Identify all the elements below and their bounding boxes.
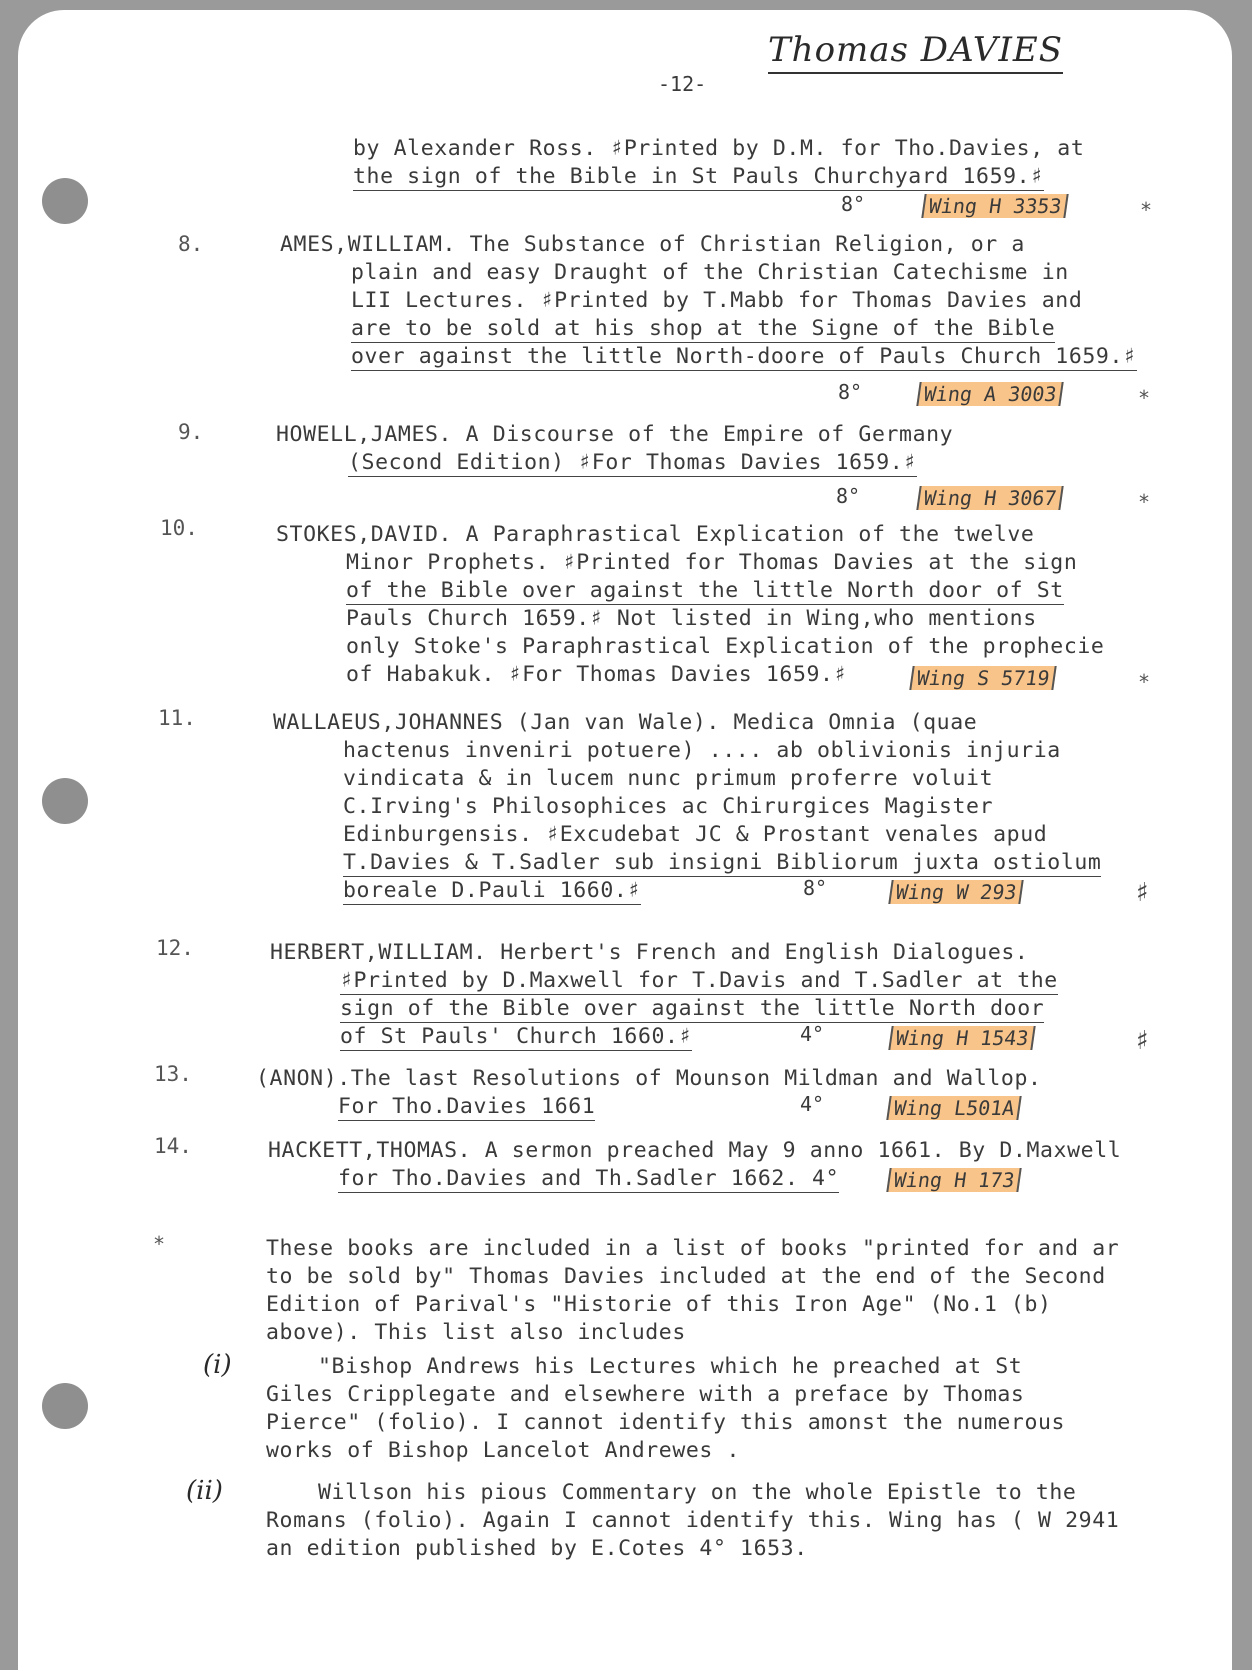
margin-mark: ♯ — [1136, 878, 1149, 908]
format: 8° — [838, 380, 863, 404]
entry-line: ♯Printed by D.Maxwell for T.Davis and T.Sadler at the — [340, 968, 1058, 993]
entry-line: of the Bible over against the little North door of St — [346, 578, 1064, 603]
entry-number: 9. — [178, 420, 204, 444]
wing-reference: Wing W 293 — [888, 880, 1024, 904]
footnote-line: to be sold by" Thomas Davies included at the end of the Second — [266, 1264, 1106, 1289]
margin-mark: * — [1138, 490, 1151, 514]
wing-reference: Wing A 3003 — [916, 382, 1064, 406]
wing-reference: Wing H 3067 — [916, 486, 1064, 510]
footnote-marker: * — [153, 1232, 166, 1256]
entry-line: STOKES,DAVID. A Paraphrastical Explication of the twelve — [276, 522, 1035, 547]
footnote-item-label: (i) — [203, 1350, 232, 1380]
footnote-line: These books are included in a list of books "printed for and ar — [266, 1236, 1120, 1261]
entry-line: HERBERT,WILLIAM. Herbert's French and English Dialogues. — [270, 940, 1029, 965]
entry-line: hactenus inveniri potuere) .... ab oblivionis injuria — [343, 738, 1061, 763]
entry-number: 8. — [178, 232, 204, 256]
entry-line: plain and easy Draught of the Christian Catechisme in — [351, 260, 1069, 285]
margin-mark: * — [1138, 386, 1151, 410]
entry-line: Minor Prophets. ♯Printed for Thomas Davies at the sign — [346, 550, 1078, 575]
entry-line: of Habakuk. ♯For Thomas Davies 1659.♯ — [346, 662, 848, 687]
footnote-line: works of Bishop Lancelot Andrewes . — [266, 1438, 741, 1463]
wing-reference: Wing H 3353 — [921, 194, 1069, 218]
entry-number: 13. — [154, 1062, 192, 1086]
entry-line: sign of the Bible over against the little North door — [340, 996, 1045, 1021]
entry-line: Edinburgensis. ♯Excudebat JC & Prostant venales apud — [343, 822, 1048, 847]
margin-mark: * — [1138, 670, 1151, 694]
margin-mark: * — [1140, 198, 1153, 222]
footnote-item-label: (ii) — [186, 1476, 223, 1506]
wing-reference: Wing S 5719 — [909, 666, 1057, 690]
binder-hole — [42, 1383, 88, 1429]
entry-line: are to be sold at his shop at the Signe of the Bible — [351, 316, 1056, 341]
entry-line: (Second Edition) ♯For Thomas Davies 1659.♯ — [348, 450, 917, 475]
binder-hole — [42, 778, 88, 824]
document-page — [18, 10, 1232, 1670]
entry-number: 10. — [160, 516, 198, 540]
entry-line: For Tho.Davies 1661 — [338, 1094, 596, 1119]
footnote-line: Willson his pious Commentary on the whole Epistle to the — [318, 1480, 1077, 1505]
entry-line: boreale D.Pauli 1660.♯ — [343, 878, 641, 903]
entry-line: of St Pauls' Church 1660.♯ — [340, 1024, 693, 1049]
entry-line: HACKETT,THOMAS. A sermon preached May 9 anno 1661. By D.Maxwell — [268, 1138, 1122, 1163]
entry-line: Pauls Church 1659.♯ Not listed in Wing,who mentions — [346, 606, 1037, 631]
format: 4° — [800, 1022, 825, 1046]
entry-line: AMES,WILLIAM. The Substance of Christian Religion, or a — [280, 232, 1025, 257]
entry-line: HOWELL,JAMES. A Discourse of the Empire of Germany — [276, 422, 954, 447]
footnote-line: Pierce" (folio). I cannot identify this amonst the numerous — [266, 1410, 1066, 1435]
entry-line: for Tho.Davies and Th.Sadler 1662. 4° — [338, 1166, 840, 1191]
entry-line: LII Lectures. ♯Printed by T.Mabb for Thomas Davies and — [351, 288, 1083, 313]
entry-line: only Stoke's Paraphrastical Explication of the prophecie — [346, 634, 1105, 659]
format: 4° — [800, 1092, 825, 1116]
format: 8° — [836, 484, 861, 508]
entry-number: 14. — [154, 1134, 192, 1158]
footnote-line: an edition published by E.Cotes 4° 1653. — [266, 1536, 808, 1561]
entry-line: over against the little North-doore of Pauls Church 1659.♯ — [351, 344, 1137, 369]
handwritten-title: Thomas DAVIES — [768, 30, 1063, 74]
footnote-line: Edition of Parival's "Historie of this Iron Age" (No.1 (b) — [266, 1292, 1052, 1317]
footnote-line: "Bishop Andrews his Lectures which he preached at St — [318, 1354, 1023, 1379]
margin-mark: ♯ — [1136, 1026, 1149, 1056]
footnote-line: Giles Cripplegate and elsewhere with a preface by Thomas — [266, 1382, 1025, 1407]
entry-line: vindicata & in lucem nunc primum proferre voluit — [343, 766, 994, 791]
binder-hole — [42, 178, 88, 224]
entry-number: 11. — [158, 706, 196, 730]
footnote-line: above). This list also includes — [266, 1320, 686, 1345]
entry-number: 12. — [156, 936, 194, 960]
wing-reference: Wing H 173 — [886, 1168, 1022, 1192]
format: 8° — [803, 876, 828, 900]
entry-line: T.Davies & T.Sadler sub insigni Bibliorum juxta ostiolum — [343, 850, 1102, 875]
footnote-line: Romans (folio). Again I cannot identify this. Wing has ( W 2941 — [266, 1508, 1120, 1533]
entry-line: by Alexander Ross. ♯Printed by D.M. for Tho.Davies, at — [353, 136, 1085, 161]
wing-reference: Wing L501A — [886, 1096, 1022, 1120]
entry-line: WALLAEUS,JOHANNES (Jan van Wale). Medica Omnia (quae — [273, 710, 978, 735]
wing-reference: Wing H 1543 — [888, 1026, 1036, 1050]
entry-line: (ANON).The last Resolutions of Mounson Mildman and Wallop. — [256, 1066, 1042, 1091]
format: 8° — [841, 192, 866, 216]
entry-line: C.Irving's Philosophices ac Chirurgices Magister — [343, 794, 994, 819]
entry-line: the sign of the Bible in St Pauls Churchyard 1659.♯ — [353, 164, 1044, 189]
page-number: -12- — [658, 72, 707, 96]
